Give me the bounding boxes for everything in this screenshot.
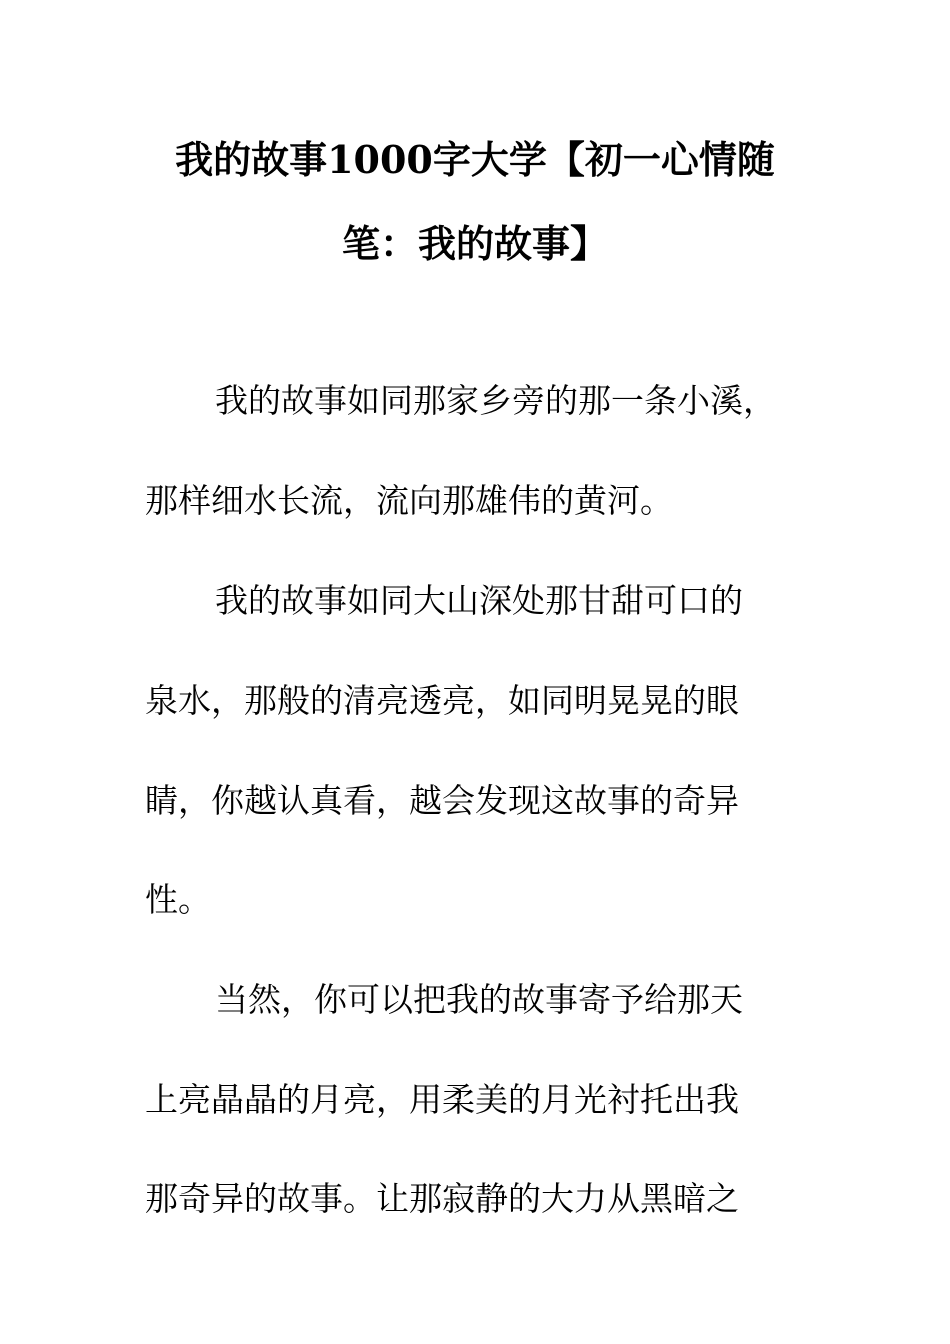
- paragraph-3-line-3: 那奇异的故事。让那寂静的大力从黑暗之: [145, 1179, 739, 1218]
- paragraph-1-line-2: 那样细水长流，流向那雄伟的黄河。: [145, 481, 673, 520]
- paragraph-2-line-2: 泉水，那般的清亮透亮，如同明晃晃的眼: [145, 681, 739, 720]
- paragraph-2-line-4: 性。: [145, 880, 211, 919]
- title-line-2: 笔：我的故事】: [341, 221, 608, 266]
- paragraph-2-line-1: 我的故事如同大山深处那甘甜可口的: [215, 581, 743, 620]
- paragraph-1-line-1: 我的故事如同那家乡旁的那一条小溪，: [215, 381, 776, 420]
- title-line-1: 我的故事1000字大学【初一心情随: [175, 137, 775, 182]
- document-title: [145, 118, 805, 286]
- paragraph-3-line-2: 上亮晶晶的月亮，用柔美的月光衬托出我: [145, 1080, 739, 1119]
- paragraph-2-line-3: 睛，你越认真看，越会发现这故事的奇异: [145, 781, 739, 820]
- paragraph-3-line-1: 当然，你可以把我的故事寄予给那天: [215, 980, 743, 1019]
